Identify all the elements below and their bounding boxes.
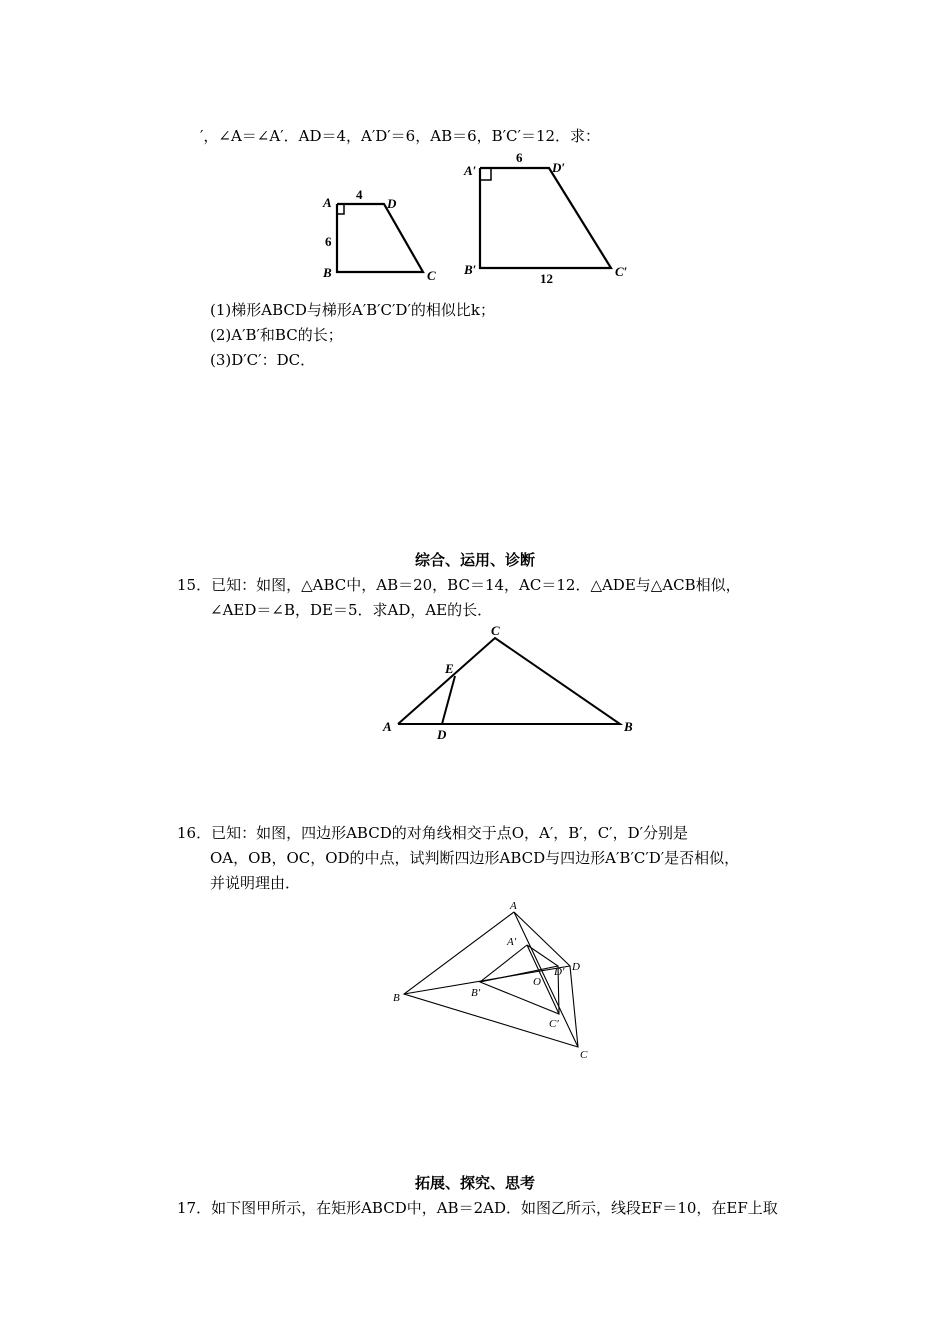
p16-label-B: B	[393, 992, 400, 1004]
small-left-length: 6	[325, 234, 332, 249]
p16-line-3: 并说明理由．	[210, 874, 301, 892]
p15-label-B: B	[624, 719, 633, 734]
p16-label-A: A	[510, 900, 517, 912]
p14-question-2: (2)A′B′和BC的长；	[210, 326, 343, 344]
p16-label-B1: B′	[471, 987, 481, 999]
p17-line-1: 17．如下图甲所示，在矩形ABCD中，AB＝2AD．如图乙所示，线段EF＝10，在EF上取	[177, 1199, 778, 1217]
small-label-A: A	[323, 195, 332, 210]
section-heading-extension: 拓展、探究、思考	[414, 1174, 535, 1192]
large-bottom-length: 12	[540, 271, 553, 286]
small-top-length: 4	[356, 187, 363, 202]
p15-line-1: 15．已知：如图，△ABC中，AB＝20，BC＝14，AC＝12．△ADE与△ACB相似，	[177, 576, 741, 594]
p15-label-C: C	[491, 623, 500, 638]
small-trapezoid	[337, 204, 423, 272]
large-top-length: 6	[516, 150, 523, 165]
p16-line-1: 16．已知：如图，四边形ABCD的对角线相交于点O，A′，B′，C′，D′分别是	[177, 824, 689, 842]
p15-triangle	[398, 638, 620, 724]
p15-line-2: ∠AED＝∠B，DE＝5．求AD，AE的长．	[210, 601, 493, 619]
large-trapezoid	[480, 168, 611, 268]
p15-label-E: E	[445, 661, 454, 676]
p16-label-D1: D′	[554, 966, 565, 978]
p14-question-1: (1)梯形ABCD与梯形A′B′C′D′的相似比k；	[210, 301, 495, 319]
p16-label-O: O	[533, 976, 541, 988]
p16-label-C: C	[580, 1049, 588, 1061]
small-label-D: D	[387, 196, 397, 211]
p16-label-C1: C′	[549, 1018, 559, 1030]
large-label-A: A′	[464, 163, 477, 178]
p14-question-3: (3)D′C′：DC．	[210, 351, 316, 369]
large-label-C: C′	[615, 264, 628, 279]
p14-given-line: ′，∠A＝∠A′．AD＝4，A′D′＝6，AB＝6，B′C′＝12．求：	[200, 127, 601, 145]
section-heading-comprehensive: 综合、运用、诊断	[414, 551, 535, 569]
p16-line-2: OA，OB，OC，OD的中点，试判断四边形ABCD与四边形A′B′C′D′是否相似，	[210, 849, 740, 867]
p16-label-D: D	[572, 961, 580, 973]
small-label-B: B	[323, 265, 332, 280]
p16-label-A1: A′	[507, 936, 517, 948]
p15-label-A: A	[383, 719, 392, 734]
large-label-B: B′	[464, 262, 477, 277]
small-label-C: C	[427, 268, 436, 283]
large-label-D: D′	[552, 160, 566, 175]
p15-label-D: D	[437, 727, 447, 742]
